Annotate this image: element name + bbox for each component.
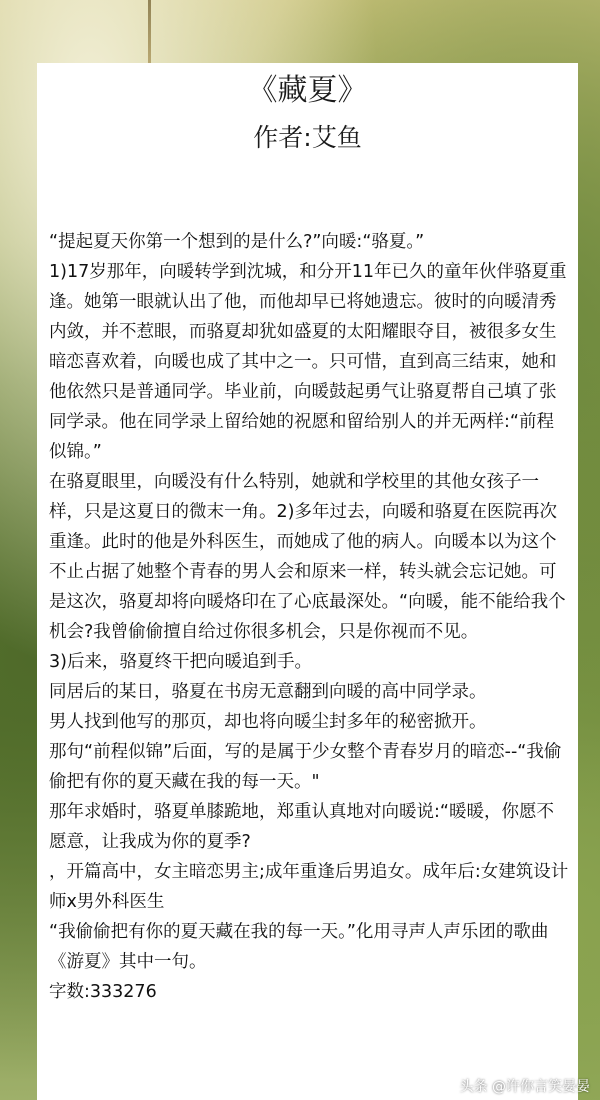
paragraph-living-together: 同居后的某日，骆夏在书房无意翻到向暖的高中同学录。 <box>49 682 487 702</box>
paragraph-song-note: “我偷偷把有你的夏天藏在我的每一天。”化用寻声人声乐团的歌曲《游夏》其中一句。 <box>49 922 549 972</box>
paragraph-part-2: 在骆夏眼里，向暖没有什么特别，她就和学校里的其他女孩子一样，只是这夏日的微末一角。2)多年过去，向暖和骆夏在医院再次重逢。此时的他是外科医生，而她成了他的病人。向暖本以为这个不止占据了她整个青春的男人会和原来一样，转头就会忘记她。可是这次，骆夏却将向暖烙印在了心底最深处。“向暖，能不能给我个机会?我曾偷偷擅自给过你很多机会，只是你视而不见。 <box>49 472 566 642</box>
text-card <box>37 63 578 1100</box>
paragraph-quote: “提起夏天你第一个想到的是什么?”向暖:“骆夏。” <box>49 232 425 252</box>
paragraph-part-1: 1)17岁那年，向暖转学到沈城，和分开11年已久的童年伙伴骆夏重逢。她第一眼就认出了他，而他却早已将她遗忘。彼时的向暖清秀内敛，并不惹眼，而骆夏却犹如盛夏的太阳耀眼夺目，被很多女生暗恋喜欢着，向暖也成了其中之一。只可惜，直到高三结束，她和他依然只是普通同学。毕业前，向暖鼓起勇气让骆夏帮自己填了张同学录。他在同学录上留给她的祝愿和留给别人的并无两样:“前程似锦。” <box>49 262 567 462</box>
paragraph-proposal: 那年求婚时，骆夏单膝跪地，郑重认真地对向暖说:“暖暖，你愿不愿意，让我成为你的夏季? <box>49 802 554 852</box>
watermark: 头条 @许你言笑晏晏 <box>459 1079 590 1095</box>
synopsis-body <box>49 227 569 1007</box>
book-title: 《藏夏》 <box>247 73 368 108</box>
paragraph-crush: 那句“前程似锦”后面，写的是属于少女整个青春岁月的暗恋--“我偷偷把有你的夏天藏在我的每一天。" <box>49 742 562 792</box>
paragraph-part-3: 3)后来，骆夏终干把向暖追到手。 <box>49 652 312 672</box>
paragraph-secret: 男人找到他写的那页，却也将向暖尘封多年的秘密掀开。 <box>49 712 487 732</box>
book-author: 作者:艾鱼 <box>253 123 362 152</box>
word-count: 字数:333276 <box>49 982 157 1002</box>
paragraph-tags: ，开篇高中，女主暗恋男主;成年重逢后男追女。成年后:女建筑设计师x男外科医生 <box>49 862 569 912</box>
